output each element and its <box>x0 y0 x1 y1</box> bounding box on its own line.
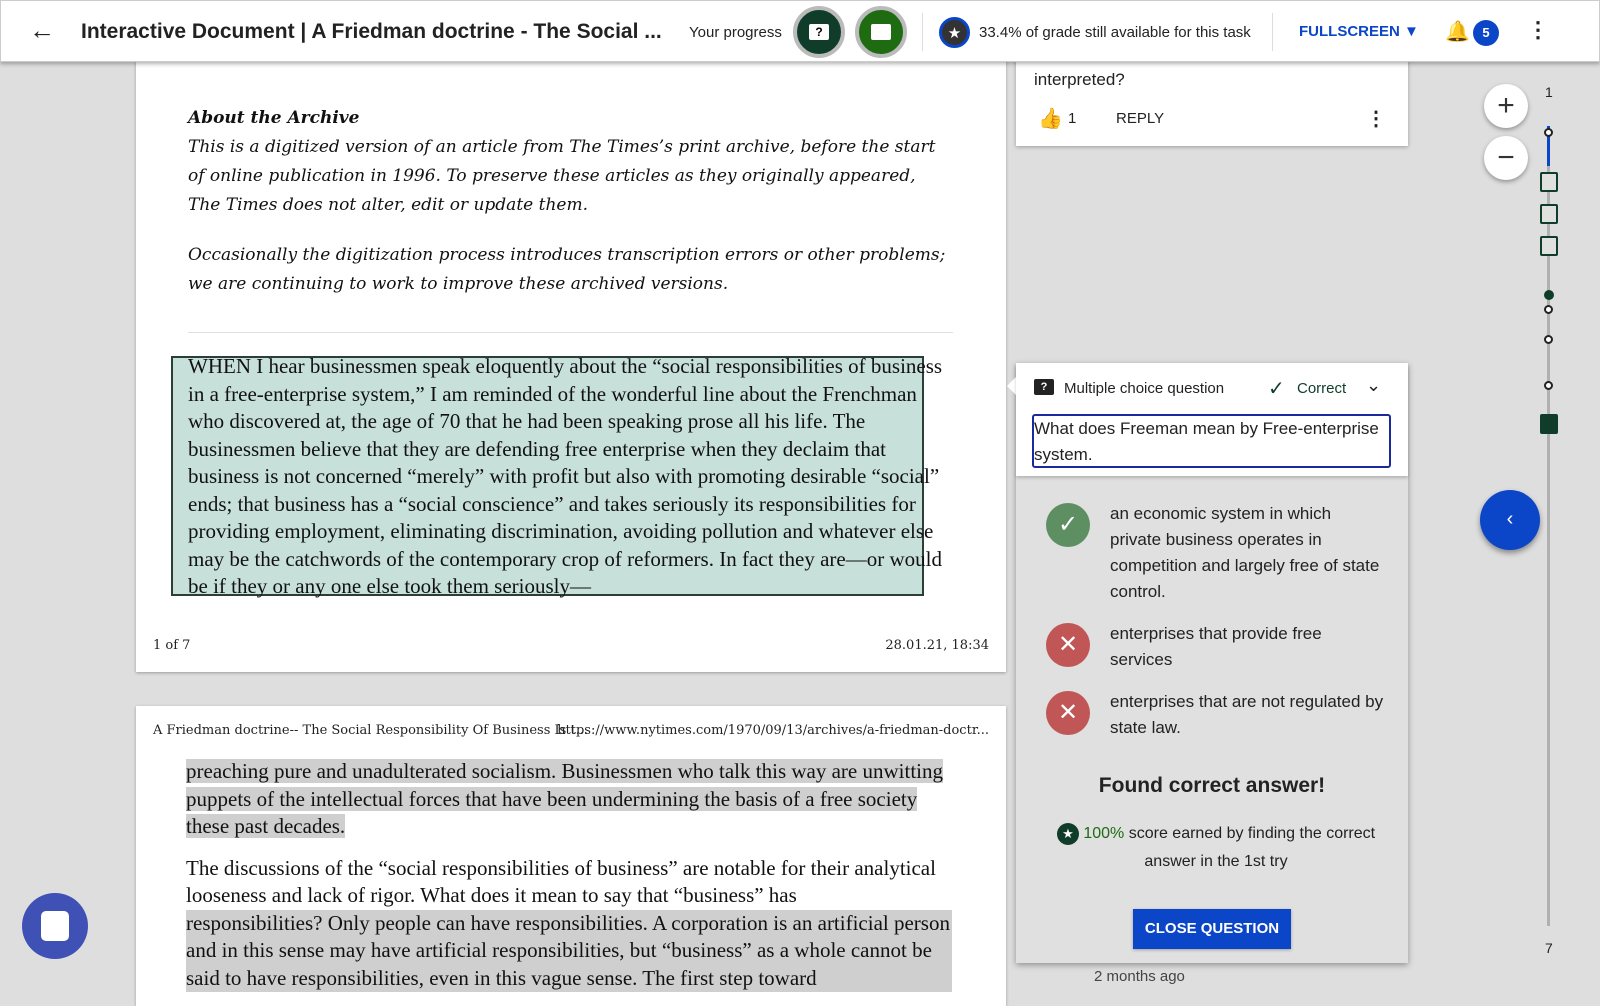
article-text: WHEN I hear businessmen speak eloquently about the “social responsibilities of business in a free-enterprise system,” I am reminded of the wonderful line about the Frenchman who discovered at, the age of 70 that he had been speaking prose all his life. The businessmen believe that they are defending free enterprise when they declaim that business is not concerned “merely” with profit but also with promoting desirable “social” ends; that business has a “social conscience” and takes seriously its responsibilities for providing employment, eliminating discrimination, avoiding pollution and whatever else may be the catchwords of the contemporary crop of reformers. In fact they are—or would be if they or any one else took them seriously— <box>188 354 943 598</box>
unlock-icon[interactable] <box>1540 236 1558 256</box>
about-title: About the Archive <box>188 108 360 128</box>
score-percent: 100% <box>1083 825 1125 842</box>
question-progress-icon[interactable]: ? <box>793 6 845 58</box>
score-summary <box>1038 820 1394 876</box>
close-question-button[interactable]: CLOSE QUESTION <box>1133 909 1291 949</box>
bell-icon[interactable]: 🔔 <box>1445 21 1470 43</box>
question-prompt[interactable]: What does Freeman mean by Free-enterprise system. <box>1032 414 1391 468</box>
chat-icon <box>41 911 69 941</box>
chat-launcher-button[interactable] <box>22 893 88 959</box>
unlock-icon[interactable] <box>1540 172 1558 192</box>
thumbs-up-icon[interactable]: 👍 <box>1038 108 1063 130</box>
rail-marker[interactable] <box>1544 381 1553 390</box>
status-badge: Correct <box>1297 380 1347 397</box>
caret-down-icon: ▼ <box>1404 23 1419 40</box>
notification-badge: 5 <box>1473 20 1499 46</box>
rail-end-number: 7 <box>1545 940 1553 956</box>
print-header-url: https://www.nytimes.com/1970/09/13/archives/a-friedman-doctr... <box>557 723 989 738</box>
reply-button[interactable]: REPLY <box>1116 110 1165 127</box>
x-circle-icon: ✕ <box>1046 623 1090 667</box>
zoom-out-button[interactable]: − <box>1484 136 1528 180</box>
more-menu-icon[interactable]: ⋮ <box>1527 17 1549 42</box>
progress-label: Your progress <box>689 24 782 41</box>
comment-progress-icon[interactable] <box>855 6 907 58</box>
score-text: score earned by finding the correct answer in the 1st try <box>1128 825 1376 870</box>
star-icon: ★ <box>1057 823 1079 845</box>
rail-marker-current[interactable] <box>1544 290 1554 300</box>
about-paragraph-2: Occasionally the digitization process introduces transcription errors or other problems; we are continuing to work to improve these archived versions. <box>188 245 946 294</box>
about-paragraph: This is a digitized version of an article from The Times’s print archive, before the start of online publication in 1996. To preserve these articles as they originally appeared, The Times does not alter, edit or update them. <box>188 137 936 215</box>
like-count: 1 <box>1068 110 1077 127</box>
rail-marker[interactable] <box>1544 128 1553 137</box>
rail-marker[interactable] <box>1544 335 1553 344</box>
check-icon: ✓ <box>1268 378 1285 400</box>
rail-start-number: 1 <box>1545 84 1553 100</box>
document-page-1 <box>136 40 1006 672</box>
unlock-icon[interactable] <box>1540 204 1558 224</box>
page-title: Interactive Document | A Friedman doctrine - The Social ... <box>81 20 662 43</box>
zoom-in-button[interactable]: + <box>1484 84 1528 128</box>
article-paragraph: The discussions of the “social responsibilities of business” are notable for their analytical looseness and lack of rigor. What does it mean to say that “business” has <box>186 855 936 907</box>
highlighted-paragraph-2[interactable]: responsibilities? Only people can have responsibilities. A corporation is an artificial person and in this sense may have artificial responsibilities, but “business” as a whole cannot be said to have responsibilities, even in this vague sense. The first step toward <box>186 910 952 993</box>
comment-text: interpreted? <box>1034 70 1125 89</box>
question-type-label: Multiple choice question <box>1064 380 1225 397</box>
page-timestamp: 28.01.21, 18:34 <box>885 638 989 653</box>
fullscreen-button[interactable] <box>1299 23 1419 40</box>
rail-marker[interactable] <box>1544 305 1553 314</box>
print-header-title: A Friedman doctrine-- The Social Responsibility Of Business Is t... <box>153 723 589 738</box>
collapse-panel-button[interactable]: ‹ <box>1480 490 1540 550</box>
result-title: Found correct answer! <box>1098 774 1326 797</box>
question-type-icon: ? <box>1034 379 1054 395</box>
answer-option-correct[interactable]: ✓ an economic system in which private business operates in competition and largely free of state control. <box>1046 503 1386 605</box>
grade-star-icon: ★ <box>939 17 970 48</box>
answer-option-wrong[interactable]: ✕ enterprises that are not regulated by state law. <box>1046 691 1386 741</box>
question-panel <box>1016 363 1408 963</box>
top-bar <box>0 0 1600 62</box>
highlighted-paragraph[interactable]: preaching pure and unadulterated socialism. Businessmen who talk this way are unwitting puppets of the intellectual forces that have been undermining the basis of a free society these past decades. <box>186 759 943 838</box>
chevron-down-icon[interactable]: ⌄ <box>1366 375 1382 395</box>
comment-time: 2 months ago <box>1094 968 1185 985</box>
answer-option-wrong[interactable]: ✕ enterprises that provide free services <box>1046 623 1386 673</box>
back-arrow-icon[interactable]: ← <box>29 15 55 45</box>
document-page-2 <box>136 706 1006 1006</box>
x-circle-icon: ✕ <box>1046 691 1090 735</box>
check-circle-icon: ✓ <box>1046 503 1090 547</box>
lock-icon[interactable] <box>1540 414 1558 434</box>
comment-more-icon[interactable]: ⋮ <box>1366 108 1386 130</box>
fullscreen-label: FULLSCREEN <box>1299 23 1400 40</box>
grade-text: 33.4% of grade still available for this task <box>979 24 1251 41</box>
page-number: 1 of 7 <box>153 638 191 653</box>
